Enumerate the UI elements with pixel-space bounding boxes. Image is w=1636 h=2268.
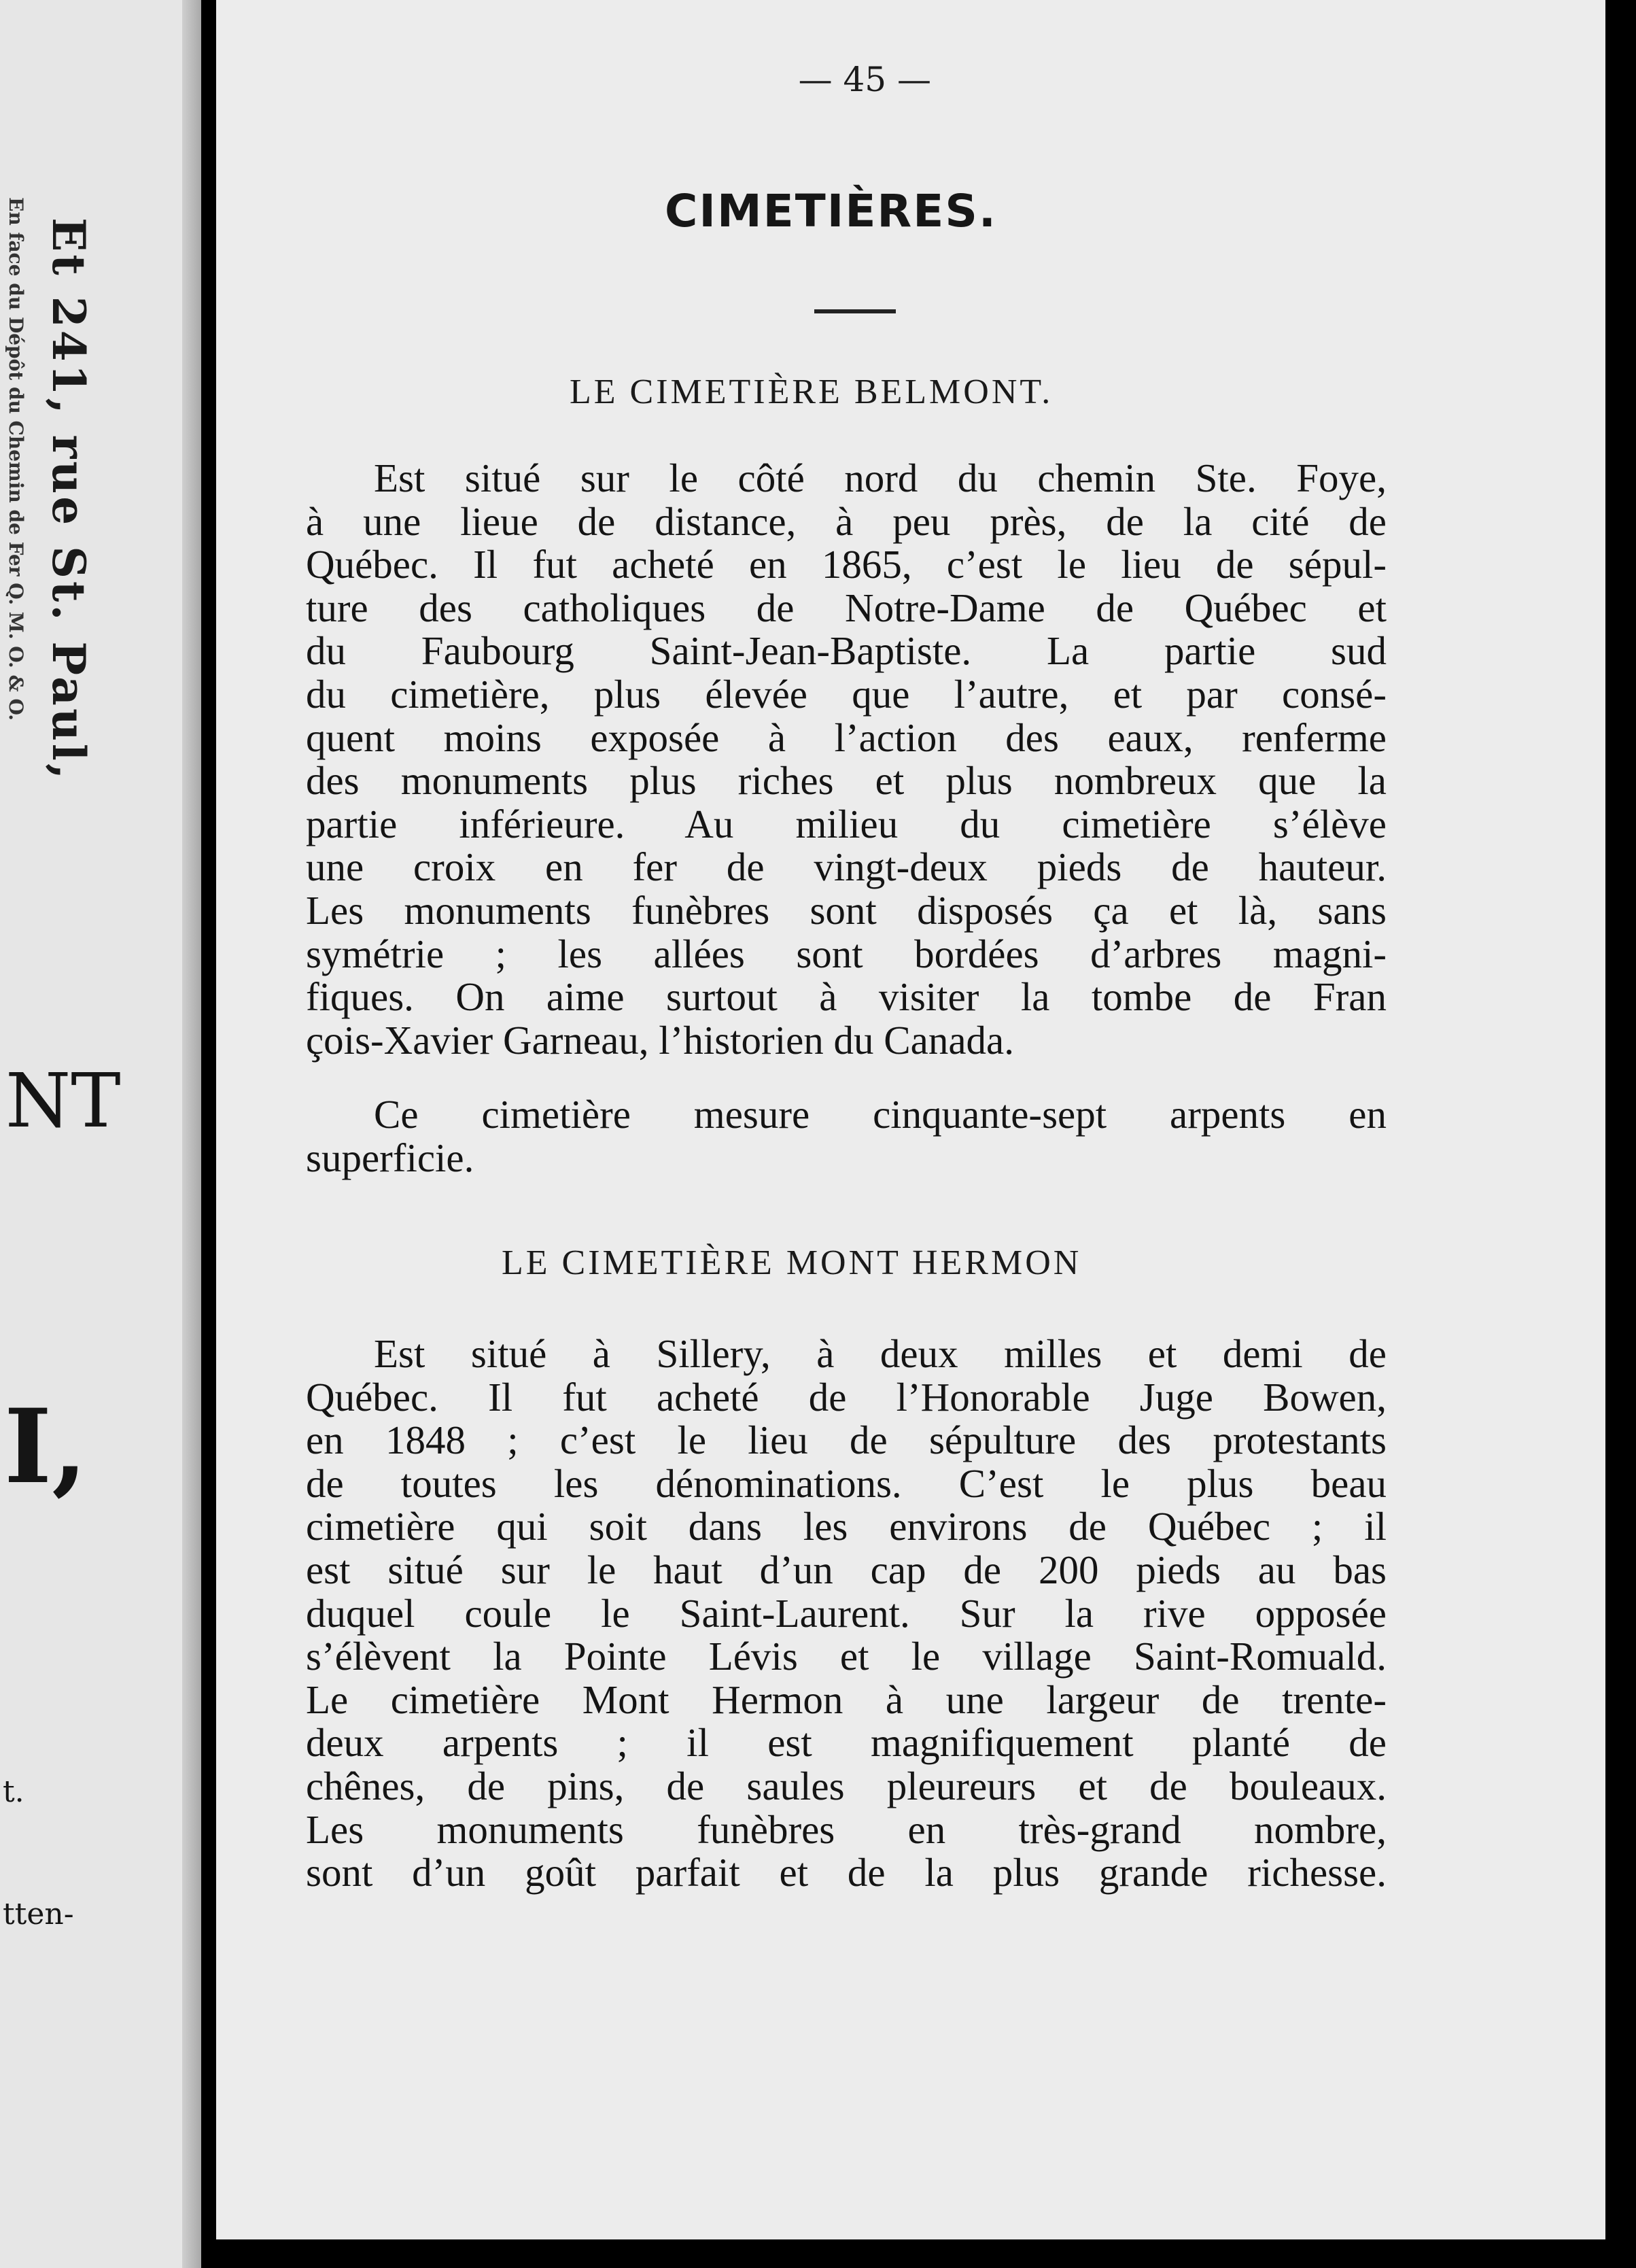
page-title: CIMETIÈRES. — [665, 185, 997, 237]
text-line: est situé sur le haut d’un cap de 200 pieds au bas — [306, 1547, 1387, 1592]
text-line: s’élèvent la Pointe Lévis et le village Saint-Romuald. — [306, 1634, 1387, 1679]
text-line: partie inférieure. Au milieu du cimetière s’élève — [306, 801, 1387, 846]
text-line: à une lieue de distance, à peu près, de la cité de — [306, 498, 1387, 544]
book-page — [216, 0, 1605, 2239]
text-line: Ce cimetière mesure cinquante-sept arpents en — [374, 1092, 1387, 1137]
text-line: chênes, de pins, de saules pleureurs et de bouleaux. — [306, 1763, 1387, 1808]
text-line: quent moins exposée à l’action des eaux, renferme — [306, 715, 1387, 760]
facing-page-fragment-nt: NT — [5, 1057, 121, 1144]
facing-page-edge — [0, 0, 201, 2268]
text-line: Est situé sur le côté nord du chemin Ste. Foye, — [374, 456, 1387, 500]
text-line: symétrie ; les allées sont bordées d’arbres magni- — [306, 931, 1387, 976]
page-gutter — [182, 0, 201, 2268]
facing-page-fragment-tten: tten- — [3, 1897, 74, 1931]
text-line: ture des catholiques de Notre-Dame de Québec et — [306, 585, 1387, 630]
facing-page-fragment-i: I, — [4, 1387, 88, 1507]
page-number: — 45 — — [798, 60, 931, 99]
text-line: fiques. On aime surtout à visiter la tombe de Fran — [306, 974, 1387, 1020]
text-line: sont d’un goût parfait et de la plus grande richesse. — [306, 1850, 1387, 1895]
text-line: Les monuments funèbres sont disposés ça et là, sans — [306, 887, 1387, 933]
text-line: duquel coule le Saint-Laurent. Sur la rive opposée — [306, 1590, 1387, 1636]
text-line: Québec. Il fut acheté en 1865, c’est le lieu de sépul- — [306, 542, 1387, 587]
text-line: Les monuments funèbres en très-grand nombre, — [306, 1806, 1387, 1852]
text-line: Est situé à Sillery, à deux milles et demi de — [374, 1331, 1387, 1376]
facing-page-fragment-t: t. — [3, 1774, 24, 1809]
facing-page-small-vertical-text: En face du Dépôt du Chemin de Fer Q. M. O. & O. — [5, 197, 27, 721]
section-heading-mont-hermon: LE CIMETIÈRE MONT HERMON — [502, 1243, 1082, 1282]
text-line: superficie. — [306, 1135, 474, 1180]
text-line: du cimetière, plus élevée que l’autre, et par consé- — [306, 671, 1387, 717]
text-line: Québec. Il fut acheté de l’Honorable Juge Bowen, — [306, 1374, 1387, 1420]
text-line: de toutes les dénominations. C’est le plus beau — [306, 1460, 1387, 1506]
text-line: deux arpents ; il est magnifiquement planté de — [306, 1720, 1387, 1766]
paragraph-belmont-1 — [306, 457, 1387, 1062]
text-line: du Faubourg Saint-Jean-Baptiste. La partie sud — [306, 628, 1387, 674]
section-heading-belmont: LE CIMETIÈRE BELMONT. — [570, 373, 1054, 411]
facing-page-vertical-text: Et 241, rue St. Paul, — [42, 218, 95, 782]
text-line: Le cimetière Mont Hermon à une largeur de trente- — [306, 1677, 1387, 1722]
text-line: en 1848 ; c’est le lieu de sépulture des protestants — [306, 1418, 1387, 1463]
text-line: une croix en fer de vingt-deux pieds de hauteur. — [306, 844, 1387, 890]
text-line: çois-Xavier Garneau, l’historien du Canada. — [306, 1017, 1014, 1063]
paragraph-mont-hermon — [306, 1333, 1387, 1895]
text-line: des monuments plus riches et plus nombreux que la — [306, 758, 1387, 804]
paragraph-belmont-2 — [306, 1093, 1387, 1180]
title-divider — [814, 309, 896, 313]
text-line: cimetière qui soit dans les environs de Québec ; il — [306, 1504, 1387, 1549]
